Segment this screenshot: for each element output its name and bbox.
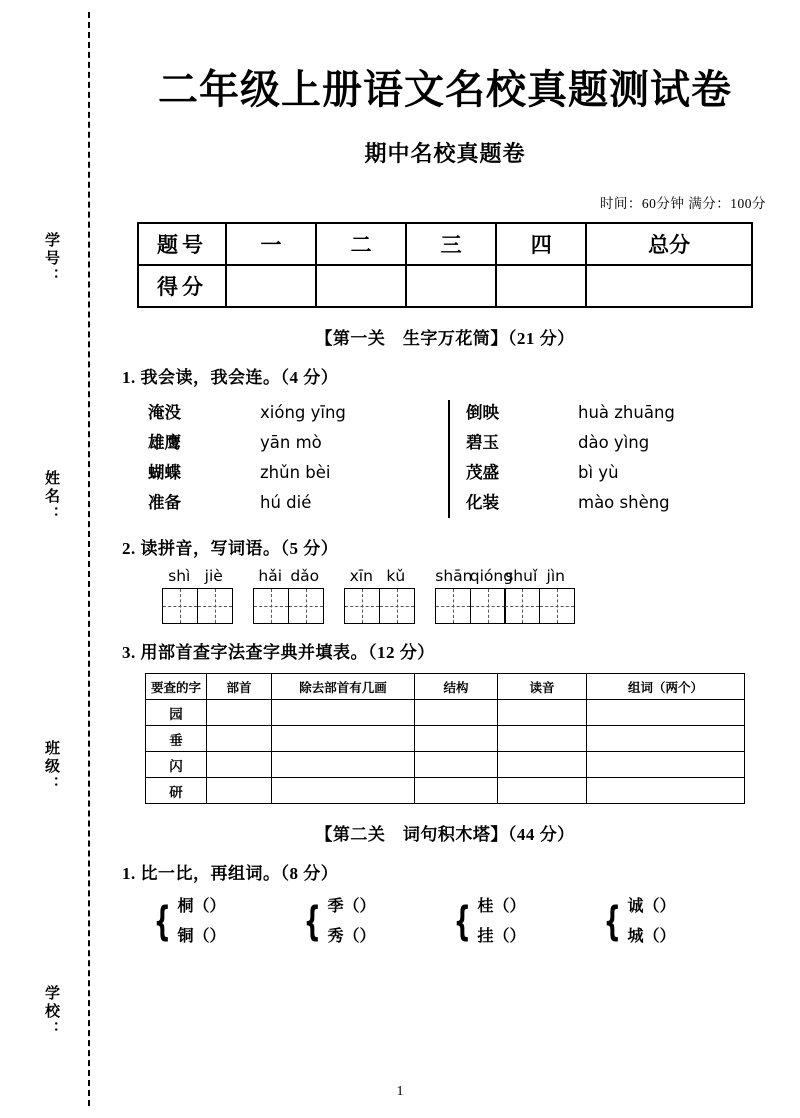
score-table xyxy=(137,222,753,308)
matching-right-words xyxy=(466,398,578,520)
writing-cell[interactable] xyxy=(162,588,198,624)
compare-pair-3 xyxy=(448,892,598,952)
dict-answer-cell[interactable] xyxy=(587,726,745,752)
writing-cell[interactable] xyxy=(504,588,540,624)
pinyin-syllable: dǎo xyxy=(290,567,320,585)
score-cell-2[interactable] xyxy=(316,265,406,307)
matching-exercise xyxy=(148,398,790,520)
matching-right-group xyxy=(466,398,766,520)
question-1-1-label: 1. 我会读，我会连。（4 分） xyxy=(122,368,339,387)
score-cell-3[interactable] xyxy=(406,265,496,307)
compare-line[interactable]: 挂（） xyxy=(477,928,526,945)
table-row xyxy=(146,778,745,804)
compare-line[interactable]: 铜（） xyxy=(177,928,226,945)
score-table-col-1: 一 xyxy=(226,223,316,265)
compare-words-exercise xyxy=(148,892,790,952)
match-word[interactable]: 碧玉 xyxy=(466,433,499,452)
score-cell-1[interactable] xyxy=(226,265,316,307)
pinyin-labels xyxy=(344,567,413,585)
writing-cell[interactable] xyxy=(379,588,415,624)
score-cell-4[interactable] xyxy=(496,265,586,307)
pinyin-group-2 xyxy=(253,567,322,624)
margin-label-class: 班级： xyxy=(43,740,59,794)
brace-icon: { xyxy=(153,899,171,945)
dict-answer-cell[interactable] xyxy=(415,778,498,804)
dict-answer-cell[interactable] xyxy=(207,752,272,778)
page-number: 1 xyxy=(396,1084,404,1099)
score-table-header-row xyxy=(138,223,752,265)
table-row xyxy=(146,752,745,778)
question-1-3-label: 3. 用部首查字法查字典并填表。（12 分） xyxy=(122,643,435,662)
dict-answer-cell[interactable] xyxy=(272,700,415,726)
matching-left-group xyxy=(148,398,448,520)
pinyin-syllable: qióng xyxy=(469,567,514,585)
match-word[interactable]: 准备 xyxy=(148,493,181,512)
pinyin-writing-exercise xyxy=(162,567,790,624)
dict-answer-cell[interactable] xyxy=(415,752,498,778)
score-table-label-score: 得分 xyxy=(138,265,226,307)
brace-icon: { xyxy=(453,899,471,945)
compare-line[interactable]: 城（） xyxy=(627,928,676,945)
compare-line[interactable]: 桂（） xyxy=(477,898,526,915)
writing-cell[interactable] xyxy=(435,588,471,624)
dict-answer-cell[interactable] xyxy=(207,778,272,804)
writing-boxes[interactable] xyxy=(344,588,413,624)
dict-col-character: 要查的字 xyxy=(146,674,207,700)
table-row xyxy=(146,700,745,726)
compare-pair-4 xyxy=(598,892,748,952)
dict-col-words: 组词（两个） xyxy=(587,674,745,700)
matching-divider xyxy=(448,400,450,518)
compare-line[interactable]: 诚（） xyxy=(627,898,676,915)
question-2-1-label: 1. 比一比，再组词。（8 分） xyxy=(122,864,339,883)
match-pinyin[interactable]: mào shèng xyxy=(578,493,670,512)
match-word[interactable]: 蝴蝶 xyxy=(148,463,181,482)
page-subtitle: 期中名校真题卷 xyxy=(364,141,526,166)
score-table-label-number: 题号 xyxy=(138,223,226,265)
compare-pair-text xyxy=(627,892,675,952)
dict-answer-cell[interactable] xyxy=(207,700,272,726)
dict-answer-cell[interactable] xyxy=(587,700,745,726)
dict-col-radical: 部首 xyxy=(207,674,272,700)
pinyin-labels xyxy=(435,567,573,585)
score-table-value-row xyxy=(138,265,752,307)
dict-answer-cell[interactable] xyxy=(272,726,415,752)
dict-col-structure: 结构 xyxy=(415,674,498,700)
writing-boxes[interactable] xyxy=(162,588,231,624)
compare-pair-1 xyxy=(148,892,298,952)
score-table-col-2: 二 xyxy=(316,223,406,265)
time-and-score-note: 时间：60分钟 满分：100分 xyxy=(599,196,766,211)
score-table-col-3: 三 xyxy=(406,223,496,265)
compare-pair-text xyxy=(477,892,525,952)
match-pinyin[interactable]: bì yù xyxy=(578,463,619,482)
pinyin-group-1 xyxy=(162,567,231,624)
margin-label-name: 姓名： xyxy=(43,470,59,524)
dict-answer-cell[interactable] xyxy=(587,778,745,804)
pinyin-syllable: shì xyxy=(168,567,191,585)
pinyin-group-3 xyxy=(344,567,413,624)
pinyin-syllable: xīn xyxy=(349,567,373,585)
margin-label-student-id: 学号： xyxy=(43,232,59,286)
pinyin-syllable: shuǐ xyxy=(505,567,538,585)
page-title: 二年级上册语文名校真题测试卷 xyxy=(158,67,732,112)
dict-answer-cell[interactable] xyxy=(498,778,587,804)
dict-answer-cell[interactable] xyxy=(207,726,272,752)
dict-answer-cell[interactable] xyxy=(415,700,498,726)
matching-left-words xyxy=(148,398,260,520)
pinyin-syllable: jìn xyxy=(546,567,565,585)
dict-character: 园 xyxy=(146,700,207,726)
brace-icon: { xyxy=(303,899,321,945)
dict-answer-cell[interactable] xyxy=(272,752,415,778)
pinyin-syllable: jiè xyxy=(204,567,223,585)
pinyin-labels xyxy=(162,567,231,585)
writing-cell[interactable] xyxy=(197,588,233,624)
match-word[interactable]: 淹没 xyxy=(148,403,181,422)
exam-sheet xyxy=(100,0,790,1118)
dict-answer-cell[interactable] xyxy=(498,726,587,752)
brace-icon: { xyxy=(603,899,621,945)
compare-pair-2 xyxy=(298,892,448,952)
writing-cell[interactable] xyxy=(253,588,289,624)
match-word[interactable]: 茂盛 xyxy=(466,463,499,482)
writing-cell[interactable] xyxy=(344,588,380,624)
dict-col-pronunciation: 读音 xyxy=(498,674,587,700)
match-pinyin[interactable]: xióng yīng xyxy=(260,403,346,422)
dict-answer-cell[interactable] xyxy=(498,700,587,726)
pinyin-syllable: hǎi xyxy=(258,567,283,585)
match-pinyin[interactable]: huà zhuāng xyxy=(578,403,675,422)
compare-pair-text xyxy=(177,892,225,952)
writing-boxes[interactable] xyxy=(435,588,573,624)
matching-right-pinyin xyxy=(578,398,754,520)
writing-cell[interactable] xyxy=(539,588,575,624)
dict-character: 闪 xyxy=(146,752,207,778)
match-word[interactable]: 化装 xyxy=(466,493,499,512)
margin-label-school: 学校： xyxy=(43,985,59,1039)
pinyin-group-4 xyxy=(435,567,573,624)
pinyin-syllable: kǔ xyxy=(386,567,406,585)
table-row xyxy=(146,726,745,752)
writing-boxes[interactable] xyxy=(253,588,322,624)
dict-answer-cell[interactable] xyxy=(272,778,415,804)
section-1-banner: 【第一关 生字万花筒】（21 分） xyxy=(315,329,575,348)
dict-answer-cell[interactable] xyxy=(415,726,498,752)
match-pinyin[interactable]: yān mò xyxy=(260,433,322,452)
pinyin-syllable: shān xyxy=(435,567,473,585)
match-pinyin[interactable]: hú dié xyxy=(260,493,312,512)
dictionary-header-row xyxy=(146,674,745,700)
match-pinyin[interactable]: dào yìng xyxy=(578,433,650,452)
match-pinyin[interactable]: zhǔn bèi xyxy=(260,463,331,482)
dictionary-lookup-table xyxy=(145,673,745,804)
dashed-fold-line xyxy=(88,12,90,1106)
writing-cell[interactable] xyxy=(470,588,506,624)
writing-cell[interactable] xyxy=(288,588,324,624)
compare-pair-text xyxy=(327,892,375,952)
pinyin-labels xyxy=(253,567,322,585)
question-1-2-label: 2. 读拼音，写词语。（5 分） xyxy=(122,539,339,558)
match-word[interactable]: 雄鹰 xyxy=(148,433,181,452)
left-margin xyxy=(0,0,92,1118)
dict-answer-cell[interactable] xyxy=(587,752,745,778)
dict-character: 研 xyxy=(146,778,207,804)
dict-character: 垂 xyxy=(146,726,207,752)
compare-line[interactable]: 秀（） xyxy=(327,928,376,945)
matching-left-pinyin xyxy=(260,398,436,520)
score-table-col-4: 四 xyxy=(496,223,586,265)
score-table-col-total: 总分 xyxy=(586,223,752,265)
score-cell-total[interactable] xyxy=(586,265,752,307)
section-2-banner: 【第二关 词句积木塔】（44 分） xyxy=(315,825,575,844)
dict-answer-cell[interactable] xyxy=(498,752,587,778)
match-word[interactable]: 倒映 xyxy=(466,403,499,422)
compare-line[interactable]: 桐（） xyxy=(177,898,226,915)
compare-line[interactable]: 季（） xyxy=(327,898,376,915)
dict-col-strokes: 除去部首有几画 xyxy=(272,674,415,700)
